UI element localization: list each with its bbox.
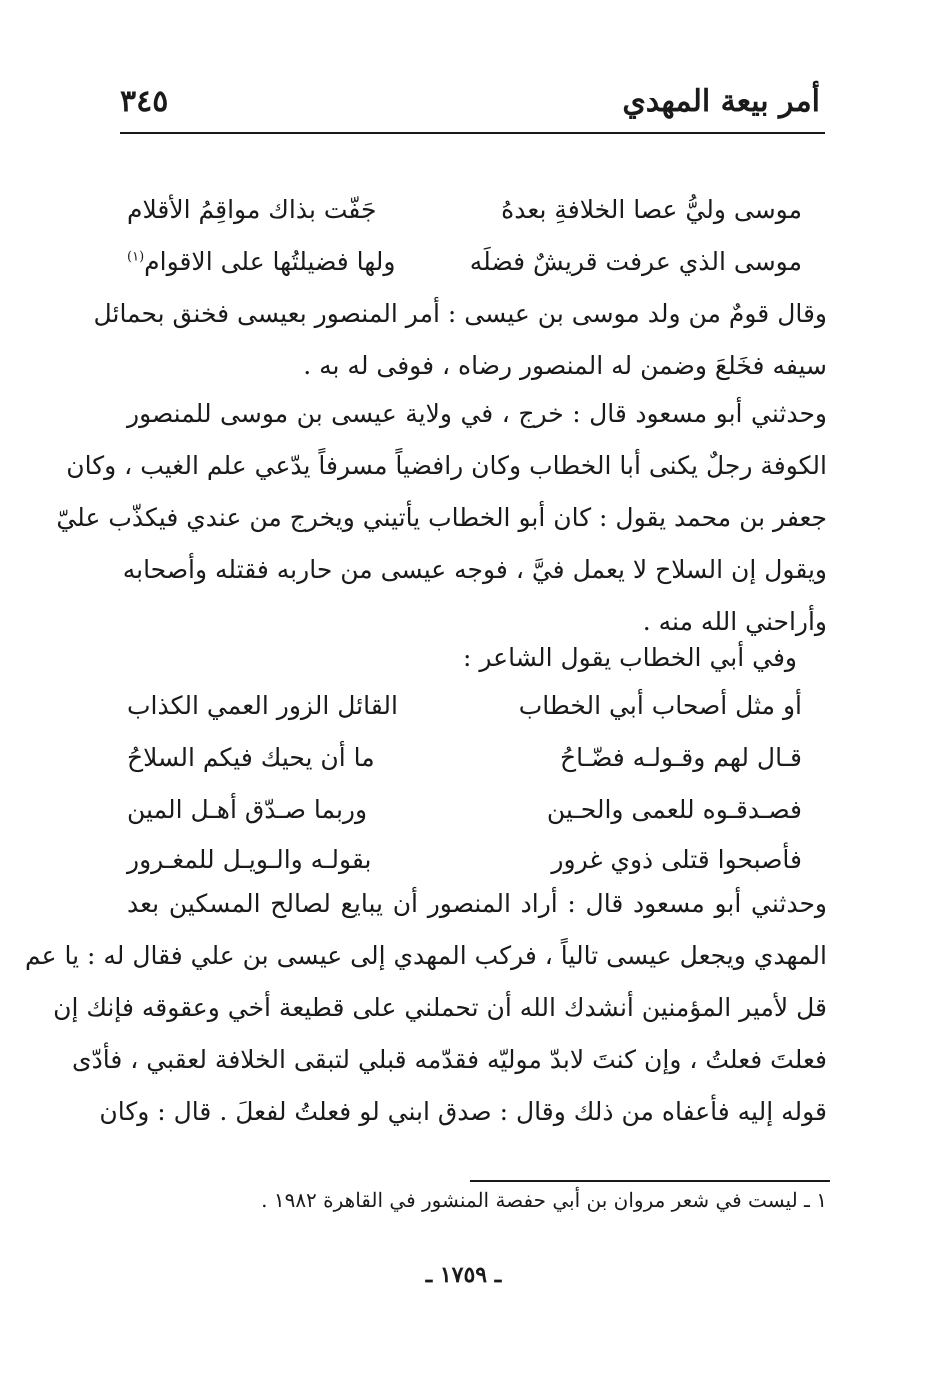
text-line: المهدي ويجعل عيسى تالياً ، فركب المهدي إلى عيسى بن علي فقال له : يا عم — [24, 941, 827, 970]
verse-first-hemistich: قـال لهم وقـولـه فضّـاحُ — [560, 743, 802, 772]
verse-second-hemistich: وربما صـدّق أهـل المين — [127, 795, 368, 824]
footnote-marker: (١) — [127, 249, 145, 265]
verse-line — [127, 784, 802, 836]
verse-second-hemistich: ما أن يحيك فيكم السلاحُ — [127, 743, 375, 772]
text-line: وأراحني الله منه . — [642, 607, 827, 636]
chapter-title: أمر بيعة المهدي — [622, 84, 820, 119]
text-line: جعفر بن محمد يقول : كان أبو الخطاب يأتيني ويخرج من عندي فيكذّب عليّ — [56, 503, 827, 532]
verse-first-hemistich: فأصبحوا قتلى ذوي غرور — [551, 845, 802, 874]
verse-second-text: ولها فضيلتُها على الاقوام — [144, 247, 396, 276]
verse-first-hemistich: موسى وليُّ عصا الخلافةِ بعدهُ — [501, 195, 802, 224]
text-line: وحدثني أبو مسعود قال : خرج ، في ولاية عيسى بن موسى للمنصور — [127, 399, 827, 428]
header-rule — [120, 132, 825, 134]
text-line: وفي أبي الخطاب يقول الشاعر : — [463, 643, 797, 672]
text-line: سيفه فخَلعَ وضمن له المنصور رضاه ، فوفى له به . — [303, 351, 827, 380]
footnote: ١ ـ ليست في شعر مروان بن أبي حفصة المنشور في القاهرة ١٩٨٢ . — [261, 1188, 827, 1212]
running-header — [120, 84, 820, 134]
text-line: الكوفة رجلٌ يكنى أبا الخطاب وكان رافضياً مسرفاً يدّعي علم الغيب ، وكان — [66, 451, 827, 480]
verse-second-hemistich: جَفّت بذاك مواقِمُ الأقلام — [127, 195, 377, 224]
verse-second-hemistich: القائل الزور العمي الكذاب — [127, 691, 398, 720]
page-number-bottom: ـ ١٧٥٩ ـ — [425, 1262, 502, 1288]
verse-line — [127, 680, 802, 732]
footnote-rule — [470, 1180, 830, 1182]
text-line: وقال قومٌ من ولد موسى بن عيسى : أمر المنصور بعيسى فخنق بحمائل — [93, 299, 827, 328]
text-line: فعلتَ فعلتُ ، وإن كنتَ لابدّ موليّه فقدّمه قبلي لتبقى الخلافة لعقبي ، فأدّى — [72, 1045, 827, 1074]
verse-first-hemistich: أو مثل أصحاب أبي الخطاب — [518, 691, 802, 720]
text-line: قل لأمير المؤمنين أنشدك الله أن تحملني على قطيعة أخي وعقوقه فإنك إن — [53, 993, 827, 1022]
verse-second-hemistich — [127, 236, 395, 288]
page-number-top: ٣٤٥ — [120, 84, 169, 119]
text-line: قوله إليه فأعفاه من ذلك وقال : صدق ابني لو فعلتُ لفعلَ . قال : وكان — [99, 1097, 827, 1126]
verse-second-hemistich: بقولـه والـويـل للمغـرور — [127, 845, 372, 874]
verse-line — [127, 184, 802, 236]
text-line: وحدثني أبو مسعود قال : أراد المنصور أن يبايع لصالح المسكين بعد — [127, 889, 827, 918]
verse-first-hemistich: موسى الذي عرفت قريشٌ فضلَه — [469, 247, 802, 276]
verse-first-hemistich: فصـدقـوه للعمى والحـين — [546, 795, 802, 824]
verse-line — [127, 236, 802, 288]
text-line: ويقول إن السلاح لا يعمل فيَّ ، فوجه عيسى من حاربه فقتله وأصحابه — [122, 555, 827, 584]
verse-line — [127, 732, 802, 784]
